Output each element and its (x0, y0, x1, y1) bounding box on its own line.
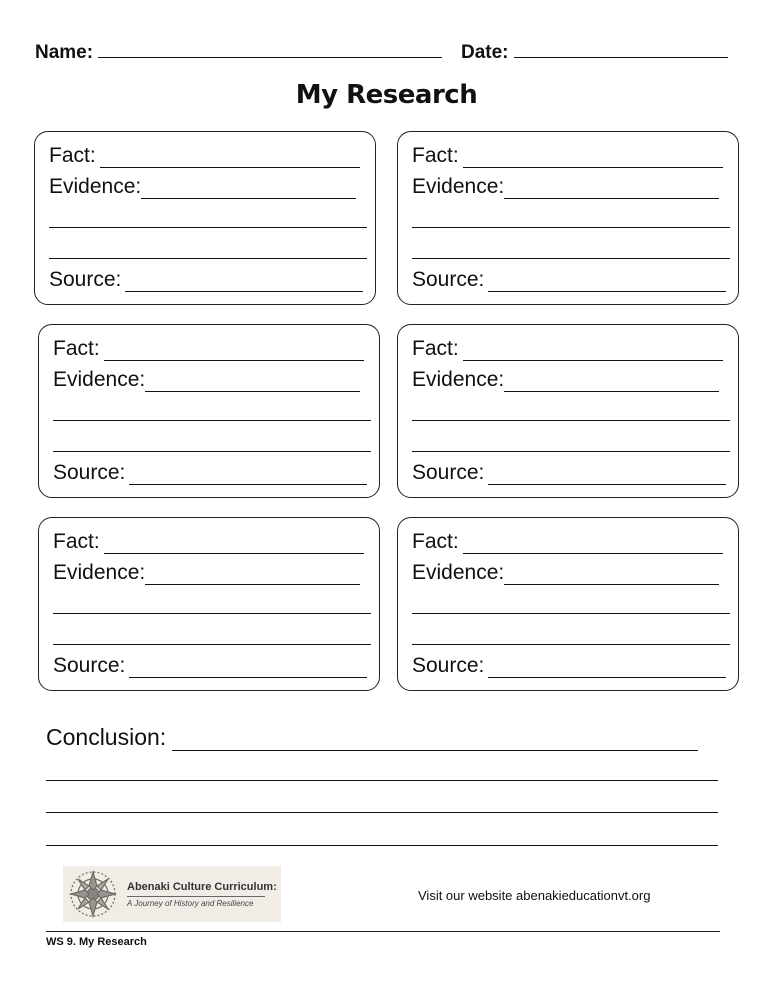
fact-line[interactable] (104, 535, 364, 554)
conclusion-line[interactable] (172, 730, 698, 751)
logo-subtitle: A Journey of History and Resilience (127, 898, 254, 908)
conclusion-blank-line[interactable] (46, 845, 718, 846)
research-card (397, 131, 739, 305)
blank-line[interactable] (412, 227, 730, 228)
name-field[interactable] (35, 41, 442, 64)
fact-label: Fact: (412, 530, 459, 553)
blank-line[interactable] (412, 258, 730, 259)
name-label: Name: (35, 42, 94, 63)
fact-line[interactable] (463, 535, 723, 554)
source-row[interactable] (412, 268, 726, 292)
fact-line[interactable] (463, 342, 723, 361)
source-line[interactable] (488, 466, 726, 485)
evidence-line[interactable] (504, 373, 719, 392)
fact-label: Fact: (53, 530, 100, 553)
evidence-label: Evidence: (53, 368, 146, 391)
evidence-line[interactable] (141, 180, 356, 199)
source-row[interactable] (49, 268, 363, 292)
fact-row[interactable] (412, 337, 723, 361)
source-line[interactable] (129, 466, 367, 485)
website-text: Visit our website abenakieducationvt.org (418, 888, 651, 903)
source-label: Source: (53, 654, 126, 677)
conclusion-row[interactable] (46, 724, 698, 751)
sun-emblem-icon (65, 868, 121, 920)
source-line[interactable] (129, 659, 367, 678)
source-label: Source: (412, 461, 485, 484)
source-row[interactable] (53, 654, 367, 678)
research-card (38, 324, 380, 498)
fact-row[interactable] (53, 337, 364, 361)
logo-divider (127, 896, 265, 897)
source-row[interactable] (53, 461, 367, 485)
research-card (397, 517, 739, 691)
fact-line[interactable] (463, 149, 723, 168)
worksheet-label: WS 9. My Research (46, 936, 147, 948)
source-row[interactable] (412, 461, 726, 485)
conclusion-blank-line[interactable] (46, 780, 718, 781)
fact-line[interactable] (104, 342, 364, 361)
blank-line[interactable] (53, 451, 371, 452)
fact-row[interactable] (49, 144, 360, 168)
conclusion-label: Conclusion: (46, 724, 167, 750)
source-row[interactable] (412, 654, 726, 678)
evidence-label: Evidence: (412, 175, 505, 198)
source-line[interactable] (488, 659, 726, 678)
evidence-row[interactable] (412, 561, 719, 585)
evidence-line[interactable] (145, 373, 360, 392)
evidence-line[interactable] (504, 180, 719, 199)
evidence-line[interactable] (145, 566, 360, 585)
source-line[interactable] (488, 273, 726, 292)
evidence-row[interactable] (53, 561, 360, 585)
evidence-label: Evidence: (412, 561, 505, 584)
footer-divider (46, 931, 720, 932)
blank-line[interactable] (412, 644, 730, 645)
evidence-label: Evidence: (412, 368, 505, 391)
fact-label: Fact: (49, 144, 96, 167)
evidence-line[interactable] (504, 566, 719, 585)
evidence-row[interactable] (412, 175, 719, 199)
fact-row[interactable] (412, 144, 723, 168)
research-card (34, 131, 376, 305)
page-title: My Research (295, 80, 478, 110)
evidence-row[interactable] (412, 368, 719, 392)
source-label: Source: (412, 654, 485, 677)
evidence-label: Evidence: (53, 561, 146, 584)
date-input-line[interactable] (514, 41, 728, 58)
date-label: Date: (461, 42, 509, 63)
curriculum-logo (63, 866, 281, 922)
date-field[interactable] (461, 41, 728, 64)
source-line[interactable] (125, 273, 363, 292)
source-label: Source: (49, 268, 122, 291)
name-input-line[interactable] (98, 41, 442, 58)
blank-line[interactable] (412, 451, 730, 452)
blank-line[interactable] (49, 258, 367, 259)
source-label: Source: (412, 268, 485, 291)
fact-row[interactable] (53, 530, 364, 554)
fact-label: Fact: (412, 337, 459, 360)
blank-line[interactable] (53, 613, 371, 614)
fact-line[interactable] (100, 149, 360, 168)
fact-label: Fact: (412, 144, 459, 167)
source-label: Source: (53, 461, 126, 484)
evidence-row[interactable] (53, 368, 360, 392)
blank-line[interactable] (412, 420, 730, 421)
fact-label: Fact: (53, 337, 100, 360)
research-card (38, 517, 380, 691)
blank-line[interactable] (412, 613, 730, 614)
research-card (397, 324, 739, 498)
conclusion-blank-line[interactable] (46, 812, 718, 813)
blank-line[interactable] (49, 227, 367, 228)
evidence-label: Evidence: (49, 175, 142, 198)
evidence-row[interactable] (49, 175, 356, 199)
blank-line[interactable] (53, 644, 371, 645)
blank-line[interactable] (53, 420, 371, 421)
fact-row[interactable] (412, 530, 723, 554)
logo-title: Abenaki Culture Curriculum: (127, 880, 277, 893)
